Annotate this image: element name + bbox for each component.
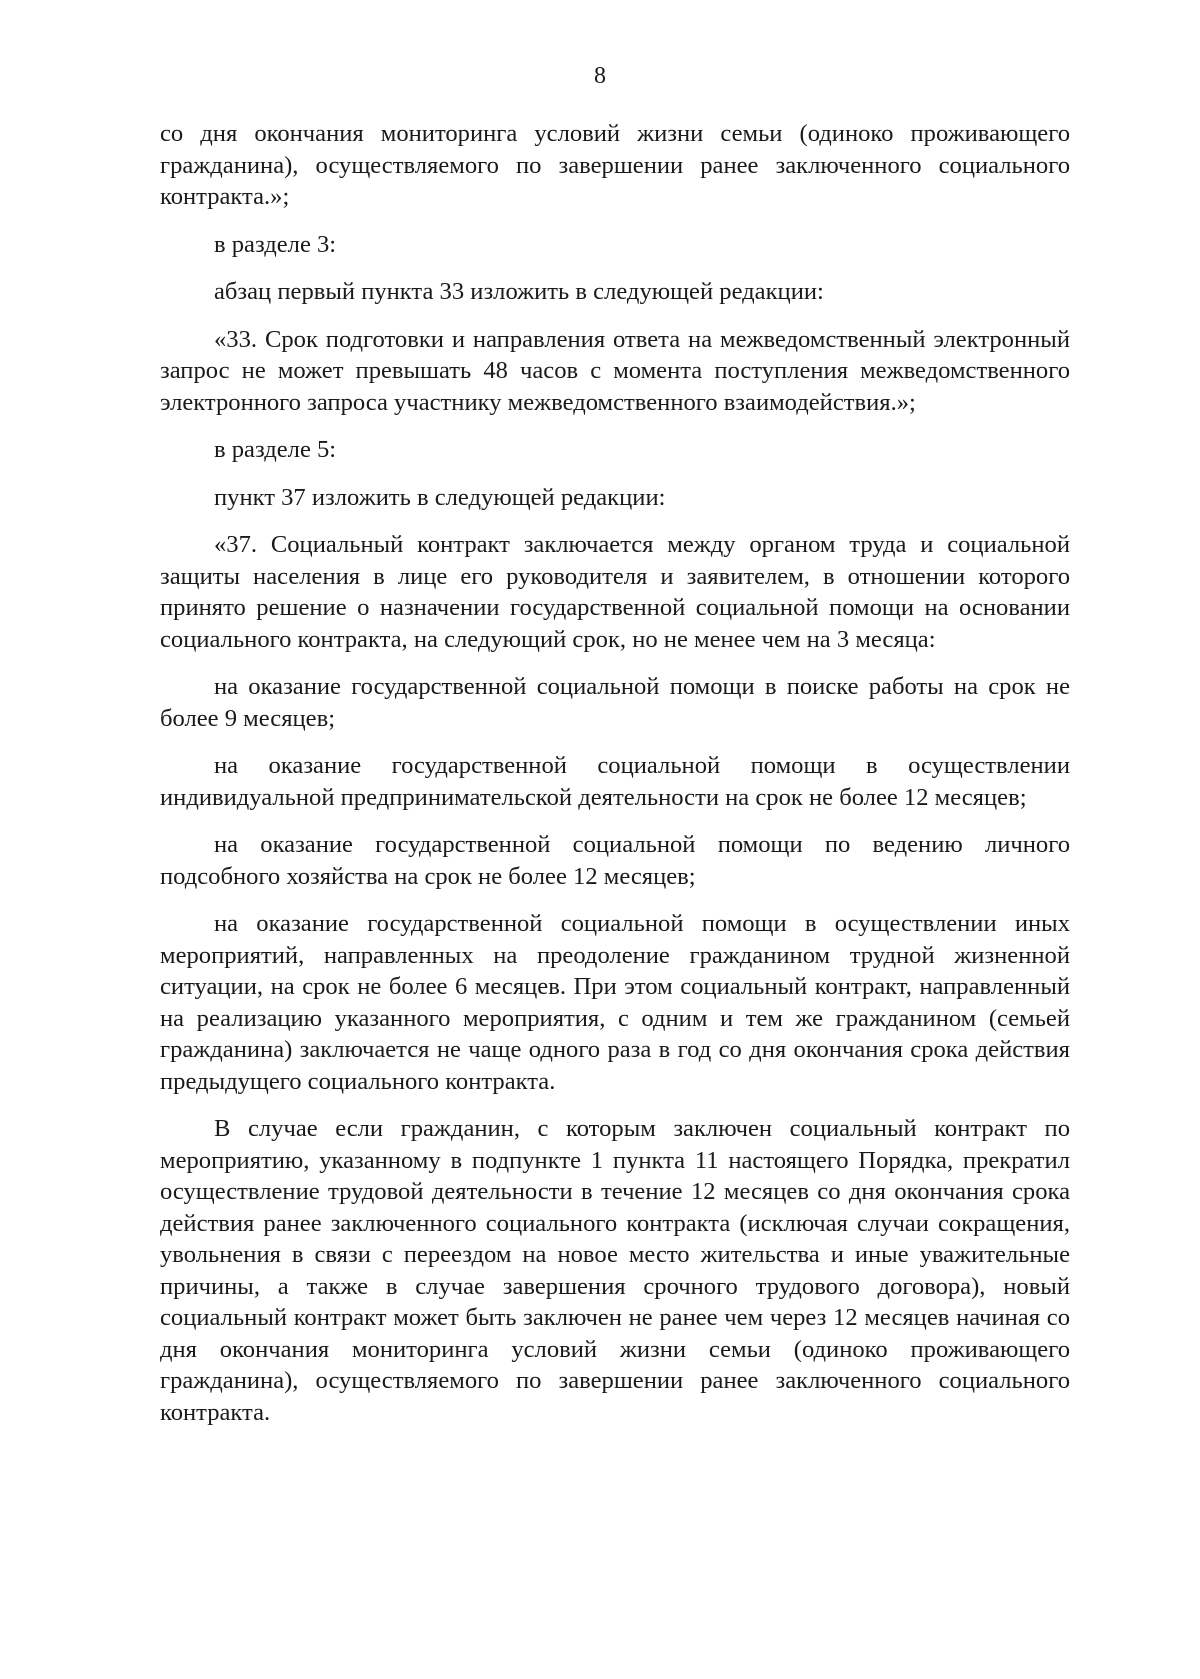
paragraph-household-term: на оказание государственной социальной помощи по ведению личного подсобного хозяйства на срок не более 12 месяцев; (160, 831, 1070, 890)
page-number: 8 (594, 63, 606, 89)
document-body (160, 118, 1070, 1444)
paragraph-continuation: со дня окончания мониторинга условий жизни семьи (одиноко проживающего гражданина), осуществляемого по завершении ранее заключенного социального контракта.»; (160, 120, 1070, 210)
paragraph-item-33: «33. Срок подготовки и направления ответа на межведомственный электронный запрос не может превышать 48 часов с момента поступления межведомственного электронного запроса участнику межведомственного взаимодействия.»; (160, 325, 1070, 416)
paragraph-entrepreneurship-term: на оказание государственной социальной помощи в осуществлении индивидуальной предпринимательской деятельности на срок не более 12 месяцев; (160, 752, 1070, 811)
paragraph-amendment-33-intro: абзац первый пункта 33 изложить в следующей редакции: (214, 278, 824, 305)
paragraph-item-37: «37. Социальный контракт заключается между органом труда и социальной защиты населения в лице его руководителя и заявителем, в отношении которого принято решение о назначении государственной социальной помощи на основании социального контракта, на следующий срок, но не менее чем на 3 месяца: (160, 531, 1070, 653)
paragraph-amendment-37-intro: пункт 37 изложить в следующей редакции: (214, 483, 666, 511)
paragraph-section-3-heading: в разделе 3: (214, 230, 337, 258)
paragraph-repeat-contract-condition: В случае если гражданин, с которым заключен социальный контракт по мероприятию, указанному в подпункте 1 пункта 11 настоящего Порядка, прекратил осуществление трудовой деятельности в течение 12 месяцев со дня окончания срока действия ранее заключенного социального контракта (исключая случаи сокращения, увольнения в связи с переездом на новое место жительства и иные уважительные причины, а также в случае завершения срочного трудового договора), новый социальный контракт может быть заключен не ранее чем через 12 месяцев начиная со дня окончания мониторинга условий жизни семьи (одиноко проживающего гражданина), осуществляемого по завершении ранее заключенного социального контракта. (160, 1115, 1070, 1426)
paragraph-other-measures-term: на оказание государственной социальной помощи в осуществлении иных мероприятий, направленных на преодоление гражданином трудной жизненной ситуации, на срок не более 6 месяцев. При этом социальный контракт, направленный на реализацию указанного мероприятия, с одним и тем же гражданином (семьей гражданина) заключается не чаще одного раза в год со дня окончания срока действия предыдущего социального контракта. (160, 910, 1070, 1095)
paragraph-section-5-heading: в разделе 5: (214, 436, 337, 463)
paragraph-job-search-term: на оказание государственной социальной помощи в поиске работы на срок не более 9 месяцев; (160, 673, 1070, 732)
